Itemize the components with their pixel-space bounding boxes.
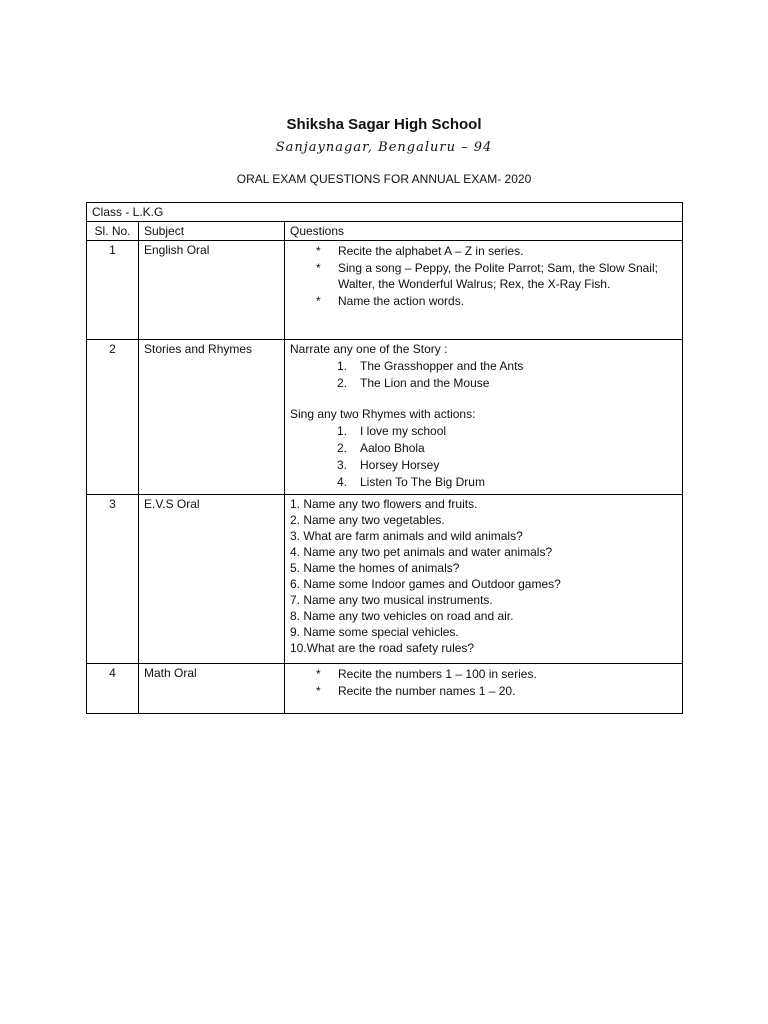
list-item: * Recite the alphabet A – Z in series. [316, 244, 524, 258]
header-subject: Subject [139, 222, 285, 241]
school-name: Shiksha Sagar High School [286, 116, 482, 133]
list-item: * Recite the numbers 1 – 100 in series. [316, 667, 537, 681]
header-slno: Sl. No. [87, 222, 139, 241]
story-intro: Narrate any one of the Story : [290, 342, 448, 356]
list-item: 1. I love my school [337, 424, 447, 438]
row-questions [285, 495, 683, 664]
list-item: 2. Name any two vegetables. [290, 513, 445, 527]
table-row [87, 340, 683, 495]
list-item: * Sing a song – Peppy, the Polite Parrot; Sam, the Slow Snail; Walter, the Wonderful Walrus; Rex, the X-Ray Fish. [316, 261, 658, 291]
exam-title: ORAL EXAM QUESTIONS FOR ANNUAL EXAM- 2020 [236, 172, 532, 186]
class-label: Class - L.K.G [87, 203, 683, 222]
school-address: Sanjaynagar, Bengaluru – 94 [275, 140, 493, 155]
asterisk-icon: * [316, 667, 321, 681]
list-item: 5. Name the homes of animals? [290, 561, 460, 575]
row-number: 1 [87, 241, 139, 340]
list-item: 4. Name any two pet animals and water animals? [290, 545, 553, 559]
row-subject: Stories and Rhymes [139, 340, 285, 495]
row-subject: E.V.S Oral [139, 495, 285, 664]
table-row [87, 664, 683, 714]
list-item: 9. Name some special vehicles. [290, 625, 459, 639]
list-item: 2. Aaloo Bhola [337, 441, 425, 455]
list-item: 3. What are farm animals and wild animals? [290, 529, 523, 543]
list-item: * Name the action words. [316, 294, 465, 308]
list-item: 6. Name some Indoor games and Outdoor games? [290, 577, 561, 591]
header-questions: Questions [285, 222, 683, 241]
list-item: * Recite the number names 1 – 20. [316, 684, 516, 698]
row-number: 3 [87, 495, 139, 664]
list-item: 3. Horsey Horsey [337, 458, 440, 472]
row-questions [285, 664, 683, 714]
row-number: 4 [87, 664, 139, 714]
row-questions [285, 340, 683, 495]
list-item: 1. The Grasshopper and the Ants [337, 359, 524, 373]
list-item: 1. Name any two flowers and fruits. [290, 497, 478, 511]
rhyme-intro: Sing any two Rhymes with actions: [290, 407, 476, 421]
row-subject: Math Oral [139, 664, 285, 714]
table-row [87, 495, 683, 664]
row-questions [285, 241, 683, 340]
asterisk-icon: * [316, 244, 321, 258]
questions-table [86, 202, 683, 714]
table-row [87, 241, 683, 340]
list-item: 4. Listen To The Big Drum [337, 475, 485, 489]
row-subject: English Oral [139, 241, 285, 340]
asterisk-icon: * [316, 684, 321, 698]
row-number: 2 [87, 340, 139, 495]
list-item: 10.What are the road safety rules? [290, 641, 475, 655]
asterisk-icon: * [316, 294, 321, 308]
list-item: 8. Name any two vehicles on road and air. [290, 609, 514, 623]
asterisk-icon: * [316, 261, 321, 275]
list-item: 2. The Lion and the Mouse [337, 376, 490, 390]
list-item: 7. Name any two musical instruments. [290, 593, 493, 607]
